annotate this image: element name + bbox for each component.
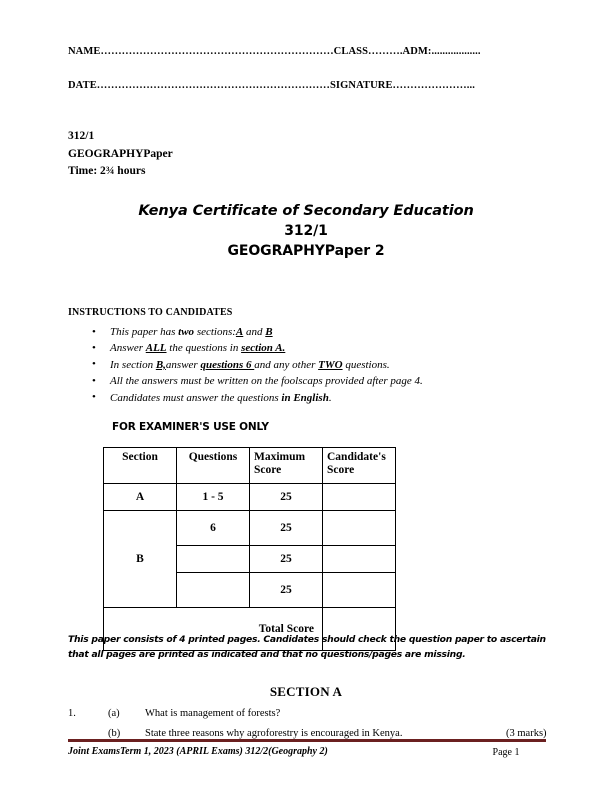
question-text: What is management of forests? [145, 708, 281, 719]
table-cell-questions: 6 [177, 511, 250, 546]
paper-time: Time: 2¾ hours [68, 165, 146, 177]
instruction-item [68, 357, 548, 373]
table-cell-candidate[interactable] [323, 546, 396, 573]
question-part-label: (a) [108, 708, 120, 719]
paper-pages-note: This paper consists of 4 printed pages. Candidates should check the question paper to ascertain that all pages are printed as indicated and that no questions/pages are missing. [68, 634, 546, 660]
bullet-icon: • [92, 374, 96, 387]
section-a-heading: SECTION A [269, 684, 343, 699]
footer-divider [68, 739, 546, 742]
paper-code-block [68, 128, 173, 181]
exam-title-block [0, 202, 612, 261]
table-total-label: Total Score [104, 608, 323, 651]
exam-title-line2: 312/1 [284, 223, 328, 239]
table-cell-maximum: 25 [250, 511, 323, 546]
table-column-header-line: Candidate's [327, 451, 386, 463]
table-cell-candidate[interactable] [323, 511, 396, 546]
instruction-text-run: sections: [194, 326, 236, 338]
instruction-text-run: In section [110, 358, 156, 371]
instruction-item [68, 324, 548, 340]
question-text: State three reasons why agroforestry is encouraged in Kenya. [145, 728, 403, 739]
table-cell-section: B [104, 511, 177, 608]
instruction-item [68, 340, 548, 356]
exam-title-line3: GEOGRAPHYPaper 2 [227, 243, 385, 259]
table-column-header [250, 448, 323, 484]
instruction-text-run: This paper has [110, 326, 179, 338]
instruction-text-run: and [243, 326, 266, 338]
question-part-label: (b) [108, 728, 121, 739]
table-cell-questions [177, 546, 250, 573]
paper-code: 312/1 [68, 130, 95, 142]
bullet-icon: • [92, 325, 96, 338]
table-column-header-line: Questions [188, 451, 238, 463]
table-cell-questions: 1 - 5 [177, 484, 250, 511]
question-number: 1. [68, 708, 76, 719]
instructions-list [68, 324, 548, 406]
instruction-text-run: . [328, 391, 332, 404]
instructions-heading: INSTRUCTIONS TO CANDIDATES [68, 307, 233, 318]
table-cell-maximum: 25 [250, 546, 323, 573]
bullet-icon: • [92, 358, 96, 371]
table-column-header [104, 448, 177, 484]
instruction-text-run: All the answers must be written on the foolscaps provided after page 4. [110, 375, 423, 388]
instruction-text-run: section A. [241, 342, 286, 355]
date-signature-line: DATE…………………………………………………………SIGNATURE…………………... [68, 80, 475, 91]
exam-title-line1: Kenya Certificate of Secondary Education [138, 203, 474, 219]
instruction-text-run: and any other [254, 358, 319, 371]
instruction-text-run: questions. [342, 358, 390, 371]
instruction-text-run: answer [165, 358, 201, 371]
instruction-text-run: two [178, 326, 195, 338]
instruction-text-run: Candidates must answer the questions [110, 391, 282, 404]
instruction-text-run: A [235, 326, 244, 338]
instruction-text-run: B, [155, 358, 166, 371]
footer-exam-label: Joint ExamsTerm 1, 2023 (APRIL Exams) 312/2(Geography 2) [68, 746, 328, 757]
instruction-item [68, 373, 548, 389]
candidate-identity-block [68, 46, 546, 91]
instruction-text-run: questions 6 [200, 358, 255, 371]
name-class-adm-line: NAME…………………………………………………………CLASS……….ADM:.................. [68, 46, 481, 57]
table-cell-candidate[interactable] [323, 484, 396, 511]
table-header-row [104, 448, 396, 484]
table-row [104, 484, 396, 511]
table-column-header [323, 448, 396, 484]
paper-subject: GEOGRAPHYPaper [68, 147, 173, 160]
examiner-score-table [103, 447, 396, 651]
examiner-use-heading: FOR EXAMINER'S USE ONLY [112, 421, 269, 433]
table-cell-maximum: 25 [250, 573, 323, 608]
table-column-header [177, 448, 250, 484]
instruction-text-run: in English [281, 391, 329, 404]
instruction-text-run: Answer [110, 342, 146, 355]
table-cell-questions [177, 573, 250, 608]
bullet-icon: • [92, 391, 96, 404]
instruction-text-run: the questions in [166, 342, 242, 355]
table-cell-candidate[interactable] [323, 573, 396, 608]
table-cell-maximum: 25 [250, 484, 323, 511]
table-row [104, 511, 396, 546]
bullet-icon: • [92, 341, 96, 354]
instruction-text-run: TWO [318, 358, 343, 371]
table-column-header-line: Score [327, 463, 355, 476]
question-marks: (3 marks) [506, 728, 547, 739]
table-column-header-line: Score [254, 463, 282, 476]
table-column-header-line: Section [122, 451, 158, 463]
instruction-text-run: ALL [145, 342, 167, 355]
instruction-item [68, 390, 548, 406]
table-column-header-line: Maximum [254, 451, 306, 463]
footer-page-number: Page 1 [492, 747, 520, 758]
instruction-text-run: B [265, 326, 273, 338]
table-cell-section: A [104, 484, 177, 511]
